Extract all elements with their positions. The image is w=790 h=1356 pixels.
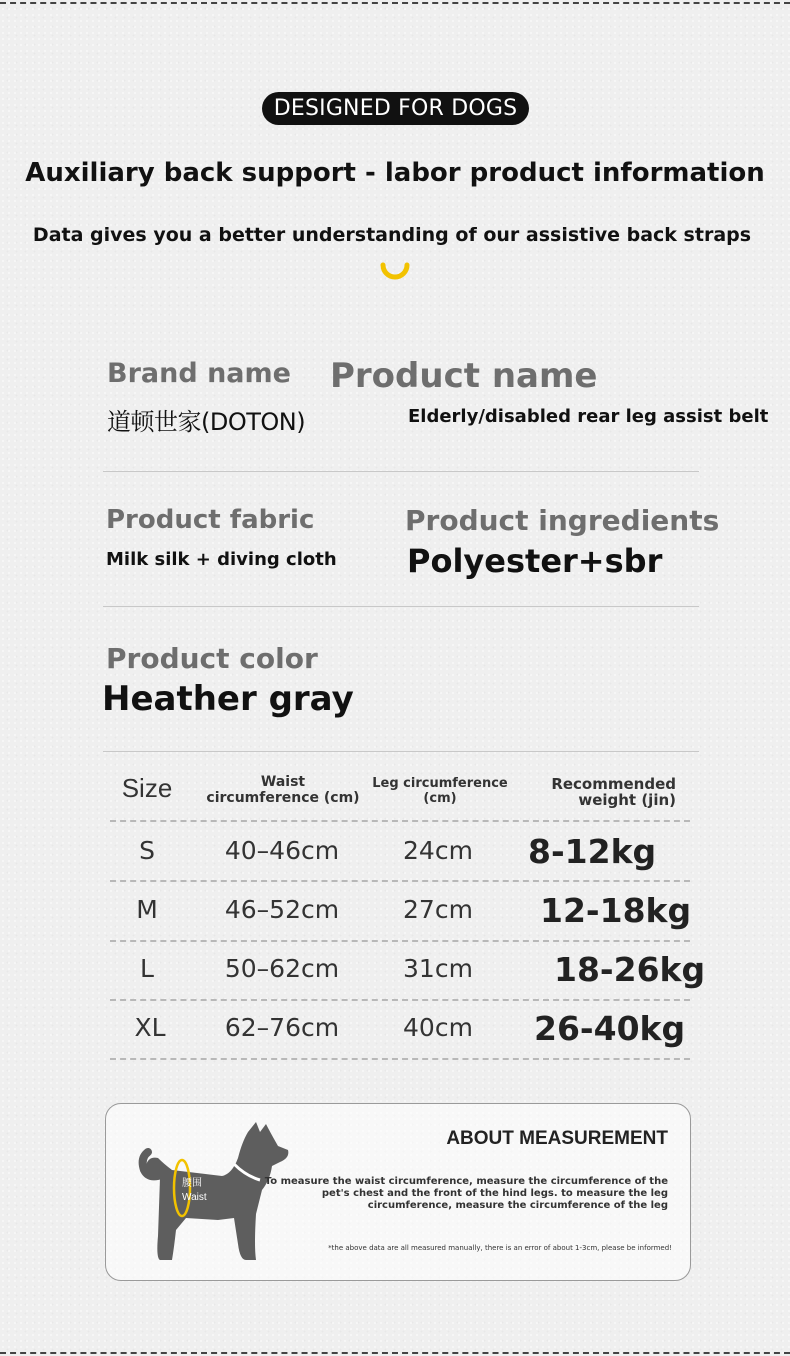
product-color-value: Heather gray (102, 679, 354, 719)
leg-cell: 27cm (403, 895, 473, 924)
product-fabric-label: Product fabric (106, 505, 315, 535)
page-subtitle: Data gives you a better understanding of our assistive back straps (32, 224, 752, 246)
page-title: Auxiliary back support - labor product information (25, 158, 765, 188)
waist-cell: 50–62cm (224, 954, 340, 983)
table-divider (110, 880, 690, 882)
weight-header (540, 776, 676, 808)
waist-cell: 46–52cm (224, 895, 340, 924)
measurement-description: To measure the waist circumference, measure the circumference of the pet's chest and the front of the hind legs. to measure the leg circumference, measure the circumference of the leg (264, 1176, 668, 1211)
table-divider (110, 820, 690, 822)
leg-cell: 31cm (403, 954, 473, 983)
leg-header (370, 776, 510, 806)
size-cell: S (139, 836, 155, 865)
leg-cell: 24cm (403, 836, 473, 865)
weight-cell: 12-18kg (540, 891, 692, 930)
table-divider (110, 1058, 690, 1060)
waist-header-line2: circumference (cm) (206, 790, 360, 806)
product-ingredients-value: Polyester+sbr (407, 542, 663, 580)
brand-name-value: 道顿世家(DOTON) (107, 408, 306, 436)
measurement-note: *the above data are all measured manually, there is an error of about 1-3cm, please be informed! (328, 1244, 672, 1252)
designed-for-dogs-badge: DESIGNED FOR DOGS (262, 92, 529, 125)
leg-header-line2: (cm) (423, 791, 457, 806)
weight-header-line1: Recommended (551, 775, 676, 793)
weight-header-line2: weight (jin) (578, 791, 676, 809)
divider (103, 751, 699, 752)
leg-header-line1: Leg circumference (372, 776, 508, 791)
weight-cell: 8-12kg (528, 832, 657, 871)
waist-cell: 62–76cm (224, 1013, 340, 1042)
weight-cell: 18-26kg (554, 950, 706, 989)
measurement-title: ABOUT MEASUREMENT (446, 1128, 668, 1149)
dog-label-cn: 腰围 (182, 1178, 202, 1189)
smile-icon (380, 262, 410, 282)
product-ingredients-label: Product ingredients (405, 504, 720, 537)
size-cell: M (136, 895, 158, 924)
leg-cell: 40cm (403, 1013, 473, 1042)
table-divider (110, 999, 690, 1001)
weight-cell: 26-40kg (534, 1009, 686, 1048)
size-header: Size (121, 773, 173, 803)
waist-header-line1: Waist (260, 774, 306, 790)
product-fabric-value: Milk silk + diving cloth (106, 549, 337, 570)
dog-label-en: Waist (182, 1192, 207, 1203)
product-name-label: Product name (330, 356, 598, 396)
top-dashed-border (0, 2, 790, 4)
divider (103, 606, 699, 607)
product-name-value: Elderly/disabled rear leg assist belt (408, 406, 769, 427)
waist-header (200, 774, 366, 806)
waist-cell: 40–46cm (224, 836, 340, 865)
divider (103, 471, 699, 472)
size-cell: XL (134, 1013, 166, 1042)
bottom-dashed-border (0, 1352, 790, 1354)
table-divider (110, 940, 690, 942)
brand-name-label: Brand name (107, 358, 291, 389)
product-color-label: Product color (106, 642, 318, 675)
size-cell: L (140, 954, 154, 983)
